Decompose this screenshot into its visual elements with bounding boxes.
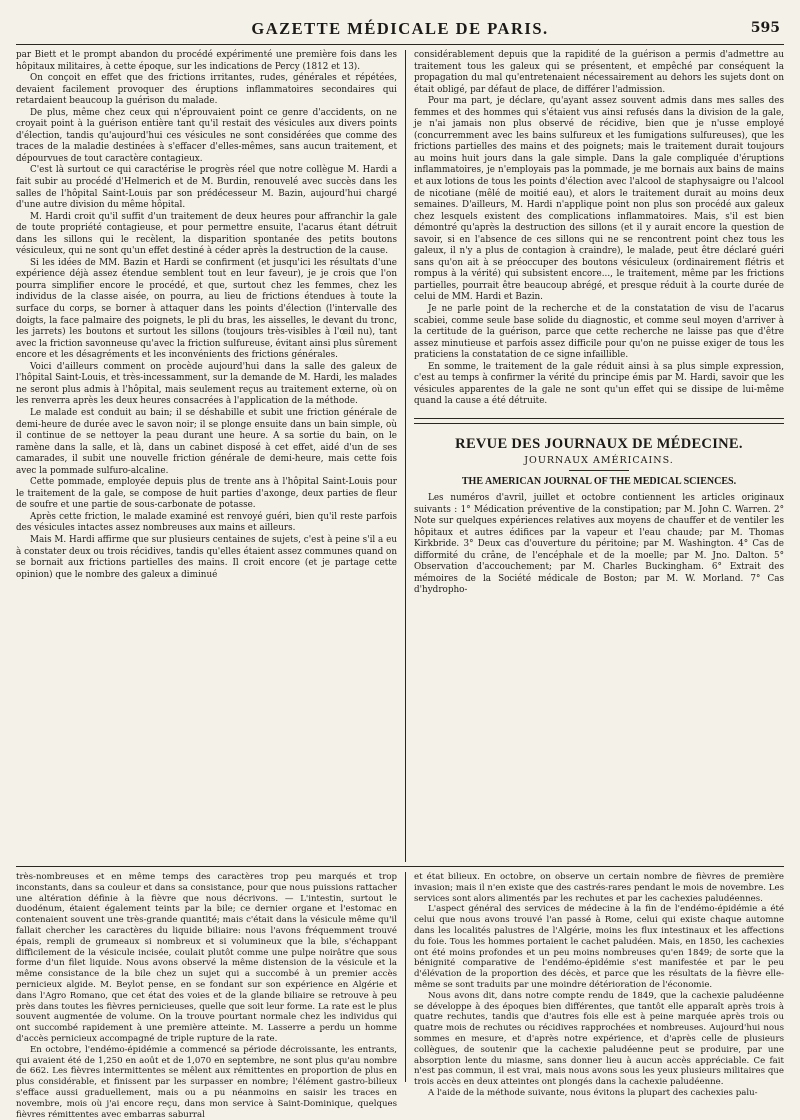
- section-divider: [414, 418, 784, 424]
- journal-title: GAZETTE MÉDICALE DE PARIS.: [251, 19, 549, 38]
- paragraph: Pour ma part, je déclare, qu'ayant assez souvent admis dans mes salles des femmes et des hommes qui s'étaient vus ainsi refusés dans la division de la gale, je n'ai jamais non plus observé de récidive, bien que je n'usse employé (concurremment avec les bains sulfureux et les fumigations sulfureuses), que les frictions partielles des mains et des poignets; mais le traitement durait toujours au moins huit jours dans la gale simple. Dans la gale compliquée d'éruptions inflammatoires, je n'employais pas la pommade, je me bornais aux bains de mains et aux lotions de tous les points d'élection avec l'alcool de staphysaigre ou l'alcool de nicotiane (mêlé de moitié eau), et alors le traitement durait au moins deux semaines. D'ailleurs, M. Hardi n'applique point non plus son procédé aux galeux chez lesquels existent des complications inflammatoires. Mais, s'il est bien démontré qu'après la destruction des sillons (et il y aurait encore la question de savoir, si en l'absence de ces sillons qui ne se rencontrent point chez tous les galeux, il n'y a plus de contagion à craindre), le malade, peut être déclaré guéri sans qu'on ait à se préoccuper des boutons vésiculeux (ordinairement flétris et rompus à la vérité) qui subsistent encore..., le traitement, même par les frictions partielles, pourrait être beaucoup abrégé, et presque réduit à la courte durée de celui de MM. Hardi et Bazin.: [414, 96, 784, 303]
- page-header: [16, 14, 784, 45]
- lower-right-column: [406, 872, 784, 1098]
- paragraph: Je ne parle point de la recherche et de la constatation de visu de l'acarus scabiei, comme seule base solide du diagnostic, et comme seul moyen d'arriver à la certitude de la guérison, parce que cette recherche ne laisse pas que d'être assez minutieuse et parfois assez difficile pour qu'on ne puisse exiger de tous les praticiens la constatation de ce signe infaillible.: [414, 304, 784, 361]
- paragraph: Cette pommade, employée depuis plus de trente ans à l'hôpital Saint-Louis pour le traitement de la gale, se compose de huit parties d'axonge, deux parties de fleur de soufre et une partie de sous-carbonate de potasse.: [16, 477, 397, 511]
- paragraph: M. Hardi croit qu'il suffit d'un traitement de deux heures pour affranchir la gale de toute propriété contagieuse, et pour permettre ensuite, l'acarus étant détruit dans les sillons qui le recèlent, la disparition spontanée des petits boutons vésiculeux, qui ne sont qu'un effet destiné à céder après la destruction de la cause.: [16, 211, 397, 257]
- horizontal-divider: [16, 866, 784, 867]
- paragraph: et état bilieux. En octobre, on observe un certain nombre de fièvres de première invasion; mais il n'en existe que des castrés-rares pendant le mois de novembre. Les services sont alors alimentés par les rechutes et par les cachexies paludéennes.: [414, 872, 784, 904]
- lower-section: [16, 872, 784, 1120]
- paragraph: par Biett et le prompt abandon du procédé expérimenté une première fois dans les hôpitaux militaires, à cette époque, sur les indications de Percy (1812 et 13).: [16, 50, 397, 72]
- paragraph: Le malade est conduit au bain; il se déshabille et subit une friction générale de demi-heure de durée avec le savon noir; il se plonge ensuite dans un bain simple, où il continue de se nettoyer la peau durant une heure. A sa sortie du bain, on le ramène dans la salle, et là, dans un cabinet disposé à cet effet, aidé d'un de ses camarades, il subit une nouvelle friction générale de demi-heure, mais cette fois avec la pommade sulfuro-alcaline.: [16, 407, 397, 476]
- paragraph: En octobre, l'endémo-épidémie a commencé sa période décroissante, les entrants, qui avaient été de 1,250 en août et de 1,070 en septembre, ne sont plus qu'au nombre de 662. Les fièvres intermittentes se mêlent aux rémittentes en proportion de plus en plus considérable, et finissent par les surpasser en nombre; l'élément gastro-bilieux s'efface aussi graduellement, mais ou a pu néanmoins en saisir les traces en novembre, mois où j'ai encore reçu, dans mon service à Saint-Dominique, quelques fièvres rémittentes avec embarras saburral: [16, 1044, 397, 1120]
- paragraph: Voici d'ailleurs comment on procède aujourd'hui dans la salle des galeux de l'hôpital Saint-Louis, et très-incessamment, sur la demande de M. Hardi, les malades ne seront plus admis à l'hôpital, mais seulement reçus au traitement externe, où on les renverra après les deux heures consacrées à l'application de la méthode.: [16, 361, 397, 407]
- paragraph: très-nombreuses et en même temps des caractères trop peu marqués et trop inconstants, dans sa couleur et dans sa consistance, pour que nous puissions rattacher une altération définie à la fièvre que nous décrivons. — L'intestin, surtout le duodénum, étaient également teints par la bile; ce dernier organe et l'estomac en contenaient souvent une très-grande quantité; mais c'était dans la vésicule même qu'il fallait chercher les caractères du liquide biliaire: nous l'avons fréquemment trouvé épais, rempli de grumeaux si nombreux et si volumineux que la bile, s'échappant difficilement de la vésicule incisée, coulait plutôt comme une pulpe noirâtre que sous forme d'un filet liquide. Nous avons observé la même distension de la vésicule et la même consistance de la bile chez un sujet qui a succombé à un premier accès pernicieux algide. M. Beylot pense, en se fondant sur son expérience en Algérie et dans l'Agro Romano, que cet état des voies et de la glande biliaire se retrouve à peu près dans toutes les fièvres pernicieuses, quelle que soit leur forme. La rate est le plus souvent augmentée de volume. On la trouve pourtant normale chez les individus qui ont succombé rapidement à une première atteinte. M. Lasserre a perdu un homme d'accès pernicieux accompagné de triple rupture de la rate.: [16, 872, 397, 1044]
- paragraph: A l'aide de la méthode suivante, nous évitons la plupart des cachexies palu-: [428, 1087, 758, 1098]
- paragraph: Si les idées de MM. Bazin et Hardi se confirment (et jusqu'ici les résultats d'une expérience déjà assez étendue semblent tout en leur faveur), je je crois que l'on pourra simplifier encore le procédé, et que, surtout chez les femmes, chez les individus de la classe aisée, on pourra, au lieu de frictions étendues à toute la surface du corps, se borner à attaquer dans les points d'élection (l'intervalle des doigts, la face palmaire des poignets, le pli du bras, les aisselles, le devant du tronc, les jarrets) les boutons et surtout les sillons (toujours très-visibles à l'œil nu), tant avec la friction savonneuse qu'avec la friction sulfureuse, évitant ainsi plus sûrement encore et les désagréments et les inconvénients des frictions générales.: [16, 257, 397, 361]
- paragraph: C'est là surtout ce qui caractérise le progrès réel que notre collègue M. Hardi a fait subir au procédé d'Helmerich et de M. Burdin, renouvelé avec succès dans les salles de l'hôpital Saint-Louis par son prédécesseur M. Bazin, aujourd'hui chargé d'une autre division du même hôpital.: [16, 165, 397, 211]
- review-subtitle: JOURNAUX AMÉRICAINS.: [524, 454, 674, 466]
- review-title: REVUE DES JOURNAUX DE MÉDECINE.: [455, 435, 743, 452]
- short-rule: [569, 470, 629, 471]
- paragraph: L'aspect général des services de médecine à la fin de l'endémo-épidémie a été celui que nous avons trouvé l'an passé à Rome, celui qui existe chaque automne dans les localités palustres de l'Algérie, moins les flux intestinaux et les affections du foie. Tous les hommes portaient le cachet paludéen. Mais, en 1850, les cachexies ont été moins profondes et un peu moins nombreuses qu'en 1849; de sorte que la bénignité comparative de l'endémo-épidémie s'est manifestée et par le peu d'élévation de la proportion des décès, et parce que les résultats de la fièvre elle-même se sont traduits par une moindre détérioration de l'économie.: [414, 904, 784, 990]
- paragraph: En somme, le traitement de la gale réduit ainsi à sa plus simple expression, c'est au temps à confirmer la vérité du principe émis par M. Hardi, savoir que les vésicules apparentes de la gale ne sont qu'un effet qui se dissipe de lui-même quand la cause a été détruite.: [414, 361, 784, 407]
- paragraph: On conçoit en effet que des frictions irritantes, rudes, générales et répétées, devaient facilement provoquer des éruptions inflammatoires secondaires qui retardaient beaucoup la guérison du malade.: [16, 73, 397, 107]
- upper-right-column: [406, 50, 784, 862]
- paragraph: considérablement depuis que la rapidité de la guérison a permis d'admettre au traitement tous les galeux qui se présentent, et empêché par conséquent la propagation du mal qu'entretenaient nécessairement au dehors les sujets dont on était obligé, par défaut de place, de différer l'admission.: [414, 50, 784, 95]
- lower-left-column: [16, 872, 406, 1120]
- upper-section: [16, 50, 784, 862]
- review-journal-name: THE AMERICAN JOURNAL OF THE MEDICAL SCIENCES.: [461, 475, 737, 487]
- paragraph: Nous avons dit, dans notre compte rendu de 1849, que la cachexie paludéenne se développe à des époques bien différentes, que tantôt elle apparaît après trois à quatre rechutes, tandis que d'autres fois elle est à peine marquée après trois ou quatre mois de rechutes ou récidives rapprochées et nombreuses. Aujourd'hui nous sommes en mesure, et d'après notre expérience, et d'après celle de plusieurs collègues, de soutenir que la cachexie paludéenne peut se produire, par une absorption lente du miasme, sans donner lieu à aucun accès appréciable. Ce fait n'est pas commun, il est vrai, mais nous avons sous les yeux plusieurs militaires que trois accès en deux atteintes ont plongés dans la cachexie paludéenne.: [414, 990, 784, 1088]
- review-paragraph: Les numéros d'avril, juillet et octobre contiennent les articles originaux suivants : 1° Médication préventive de la constipation; par M. John C. Warren. 2° Note sur quelques expériences relatives aux moyens de chauffer et de ventiler les hôpitaux et autres édifices par la vapeur et l'eau chaude; par M. Thomas Kirkbride. 3° Deux cas d'ouverture du péritoine; par M. Washington. 4° Cas de difformité du crâne, de l'encéphale et de la moelle; par M. Jno. Dalton. 5° Observation d'accouchement; par M. Charles Buckingham. 6° Extrait des mémoires de la Société médicale de Boston; par M. W. Morland. 7° Cas d'hydropho-: [414, 492, 784, 596]
- paragraph: Mais M. Hardi affirme que sur plusieurs centaines de sujets, c'est à peine s'il a eu à constater deux ou trois récidives, tandis qu'elles étaient assez communes quand on se bornait aux frictions partielles des mains. Il croit encore (et je partage cette opinion) que le nombre des galeux a diminué: [16, 534, 397, 580]
- page-number: 595: [750, 20, 780, 36]
- upper-left-column: [16, 50, 406, 862]
- paragraph: Après cette friction, le malade examiné est renvoyé guéri, bien qu'il reste parfois des vésicules intactes assez nombreuses aux mains et ailleurs.: [16, 511, 397, 534]
- paragraph: De plus, même chez ceux qui n'éprouvaient point ce genre d'accidents, on ne croyait point à la guérison entière tant qu'il restait des vésicules aux divers points d'élection, tandis qu'aujourd'hui ces vésicules ne sont considérées que comme des traces de la maladie destinées à s'effacer d'elles-mêmes, sans aucun traitement, et dépourvues de tout caractère contagieux.: [16, 107, 397, 164]
